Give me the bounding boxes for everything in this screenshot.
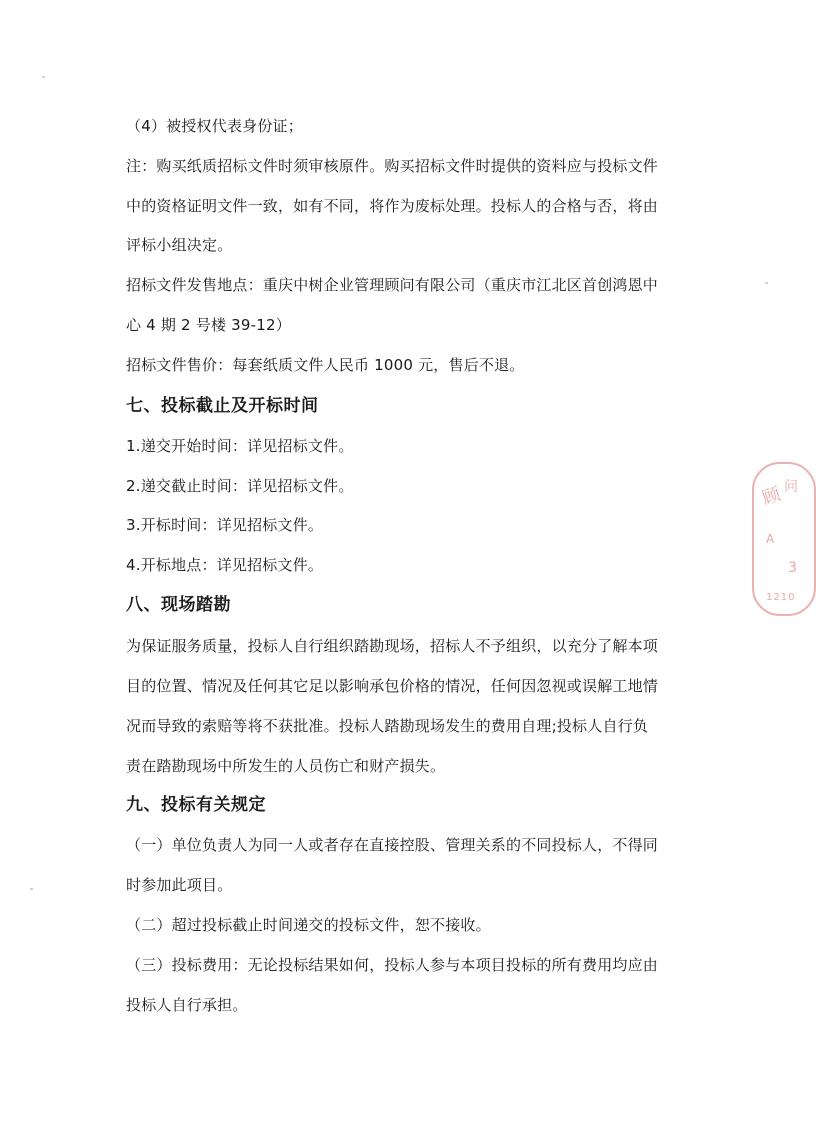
note-line-3: 评标小组决定。 bbox=[126, 236, 233, 254]
seal-stamp-partial: 顾 问 A 3 1210 bbox=[752, 462, 816, 616]
scan-speck bbox=[42, 76, 45, 78]
site-survey-line-4: 责在踏勘现场中所发生的人员伤亡和财产损失。 bbox=[126, 757, 446, 775]
bid-rule-3-line-2: 投标人自行承担。 bbox=[126, 996, 248, 1014]
site-survey-line-2: 目的位置、情况及任何其它足以影响承包价格的情况，任何因忽视或误解工地情 bbox=[126, 677, 659, 695]
scan-speck bbox=[765, 282, 768, 284]
bid-rule-1-line-1: （一）单位负责人为同一人或者存在直接控股、管理关系的不同投标人，不得同 bbox=[126, 836, 659, 854]
bid-rule-1-line-2: 时参加此项目。 bbox=[126, 876, 233, 894]
section-heading-site-survey: 八、现场踏勘 bbox=[126, 595, 231, 615]
bid-opening-time: 3.开标时间：详见招标文件。 bbox=[126, 516, 324, 534]
bid-rule-2: （二）超过投标截止时间递交的投标文件，恕不接收。 bbox=[126, 916, 491, 934]
sale-location-line-1: 招标文件发售地点：重庆中树企业管理顾问有限公司（重庆市江北区首创鸿恩中 bbox=[126, 276, 659, 294]
site-survey-line-1: 为保证服务质量，投标人自行组织踏勘现场，招标人不予组织，以充分了解本项 bbox=[126, 637, 659, 655]
site-survey-line-3: 况而导致的索赔等将不获批准。投标人踏勘现场发生的费用自理;投标人自行负 bbox=[126, 717, 649, 735]
sale-price-line: 招标文件售价：每套纸质文件人民币 1000 元，售后不退。 bbox=[126, 356, 525, 374]
bid-end-time: 2.递交截止时间：详见招标文件。 bbox=[126, 477, 354, 495]
note-line-2: 中的资格证明文件一致，如有不同，将作为废标处理。投标人的合格与否，将由 bbox=[126, 197, 659, 215]
scan-speck bbox=[30, 888, 33, 890]
bid-start-time: 1.递交开始时间：详见招标文件。 bbox=[126, 437, 354, 455]
section-heading-bid-deadline: 七、投标截止及开标时间 bbox=[126, 396, 319, 416]
section-heading-bid-rules: 九、投标有关规定 bbox=[126, 795, 266, 815]
bid-opening-location: 4.开标地点：详见招标文件。 bbox=[126, 556, 324, 574]
sale-location-line-2: 心 4 期 2 号楼 39-12） bbox=[126, 316, 291, 334]
bid-rule-3-line-1: （三）投标费用：无论投标结果如何，投标人参与本项目投标的所有费用均应由 bbox=[126, 956, 659, 974]
note-line-1: 注：购买纸质招标文件时须审核原件。购买招标文件时提供的资料应与投标文件 bbox=[126, 157, 659, 175]
list-item-id-card: （4）被授权代表身份证； bbox=[126, 117, 303, 135]
